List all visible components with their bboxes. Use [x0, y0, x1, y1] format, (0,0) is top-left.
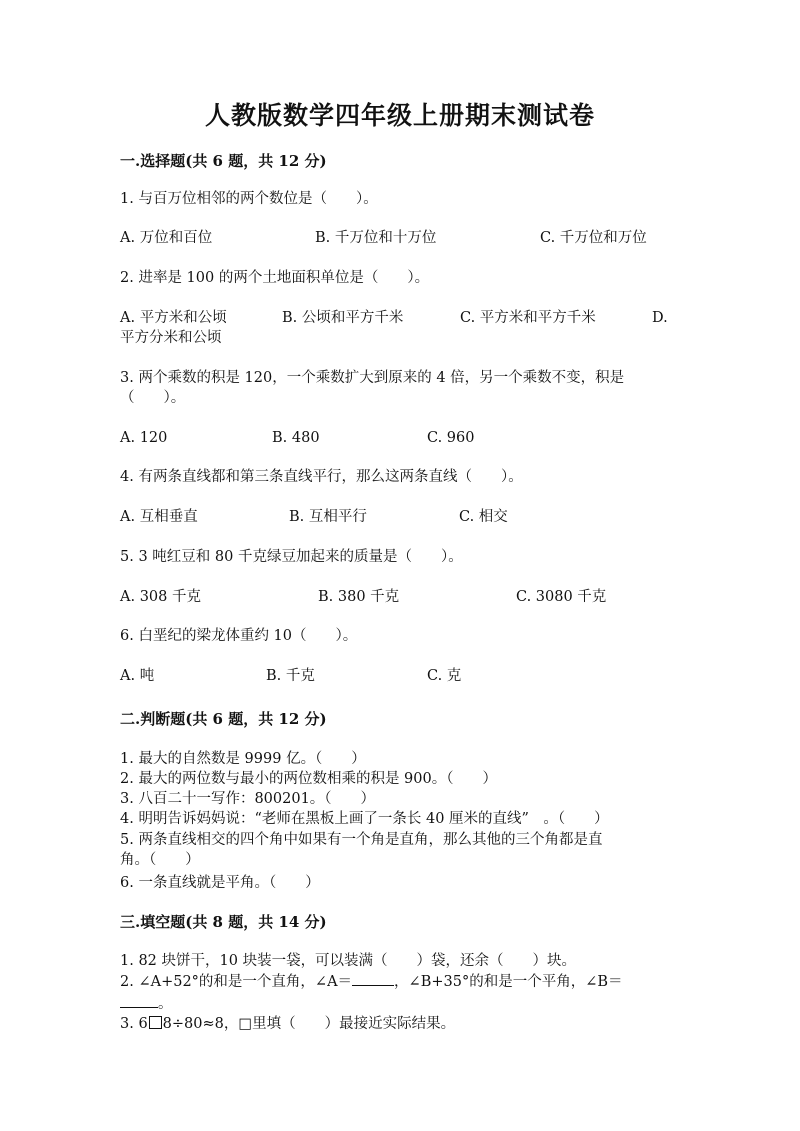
judge-item: 3. 八百二十一写作：800201。（ ）: [120, 791, 376, 807]
option-b: B. 480: [272, 430, 320, 446]
fill-text: 3. 6: [120, 1016, 148, 1032]
option-b: B. 千克: [266, 668, 315, 684]
section-heading-judge: 二.判断题(共 6 题，共 12 分): [120, 710, 327, 728]
option-b: B. 千万位和十万位: [315, 230, 437, 246]
option-c: C. 平方米和平方千米: [460, 310, 596, 326]
judge-item: 2. 最大的两位数与最小的两位数相乘的积是 900。（ ）: [120, 771, 497, 787]
answer-blank: [120, 1007, 158, 1008]
option-d-text: 平方分米和公顷: [120, 330, 222, 346]
question-stem: 5. 3 吨红豆和 80 千克绿豆加起来的质量是（ ）。: [120, 549, 463, 565]
fill-text: 2. ∠A+52°的和是一个直角，∠A＝: [120, 974, 353, 990]
section-heading-choice: 一.选择题(共 6 题，共 12 分): [120, 152, 327, 170]
section-heading-fill: 三.填空题(共 8 题，共 14 分): [120, 913, 327, 931]
option-a: A. 万位和百位: [120, 230, 213, 246]
judge-item: 6. 一条直线就是平角。（ ）: [120, 875, 320, 891]
fill-item: [120, 970, 623, 991]
question-stem: 3. 两个乘数的积是 120，一个乘数扩大到原来的 4 倍，另一个乘数不变，积是: [120, 370, 625, 386]
option-a: A. 平方米和公顷: [120, 310, 227, 326]
answer-blank: [352, 985, 394, 986]
judge-item-continued: 角。（ ）: [120, 852, 200, 868]
judge-item: 4. 明明告诉妈妈说：“老师在黑板上画了一条长 40 厘米的直线” 。（ ）: [120, 811, 609, 827]
option-c: C. 相交: [459, 509, 508, 525]
fill-item: 1. 82 块饼干，10 块装一袋，可以装满（ ）袋，还余（ ）块。: [120, 953, 577, 969]
option-d: D.: [652, 310, 668, 326]
box-icon: [149, 1016, 162, 1029]
question-stem-continued: （ ）。: [120, 390, 186, 406]
question-stem: 6. 白垩纪的梁龙体重约 10（ ）。: [120, 628, 358, 644]
option-c: C. 千万位和万位: [540, 230, 647, 246]
question-stem: 4. 有两条直线都和第三条直线平行，那么这两条直线（ ）。: [120, 469, 523, 485]
question-stem: 1. 与百万位相邻的两个数位是（ ）。: [120, 191, 378, 207]
page-title: 人教版数学四年级上册期末测试卷: [204, 101, 595, 130]
option-a: A. 互相垂直: [120, 509, 198, 525]
option-b: B. 公顷和平方千米: [282, 310, 404, 326]
fill-text: 8÷80≈8，□里填（ ）最接近实际结果。: [162, 1016, 456, 1032]
option-a: A. 120: [120, 430, 168, 446]
judge-item: 1. 最大的自然数是 9999 亿。（ ）: [120, 751, 366, 767]
option-b: B. 380 千克: [318, 589, 400, 605]
question-stem: 2. 进率是 100 的两个土地面积单位是（ ）。: [120, 270, 430, 286]
option-c: C. 3080 千克: [516, 589, 607, 605]
option-c: C. 960: [427, 430, 475, 446]
fill-item: [120, 1012, 455, 1033]
option-a: A. 吨: [120, 668, 155, 684]
fill-item-continued: [120, 992, 173, 1013]
fill-text: 。: [158, 996, 173, 1012]
option-a: A. 308 千克: [120, 589, 201, 605]
judge-item: 5. 两条直线相交的四个角中如果有一个角是直角，那么其他的三个角都是直: [120, 832, 603, 848]
option-b: B. 互相平行: [289, 509, 367, 525]
option-c: C. 克: [427, 668, 462, 684]
fill-text: ，∠B+35°的和是一个平角，∠B＝: [394, 974, 623, 990]
